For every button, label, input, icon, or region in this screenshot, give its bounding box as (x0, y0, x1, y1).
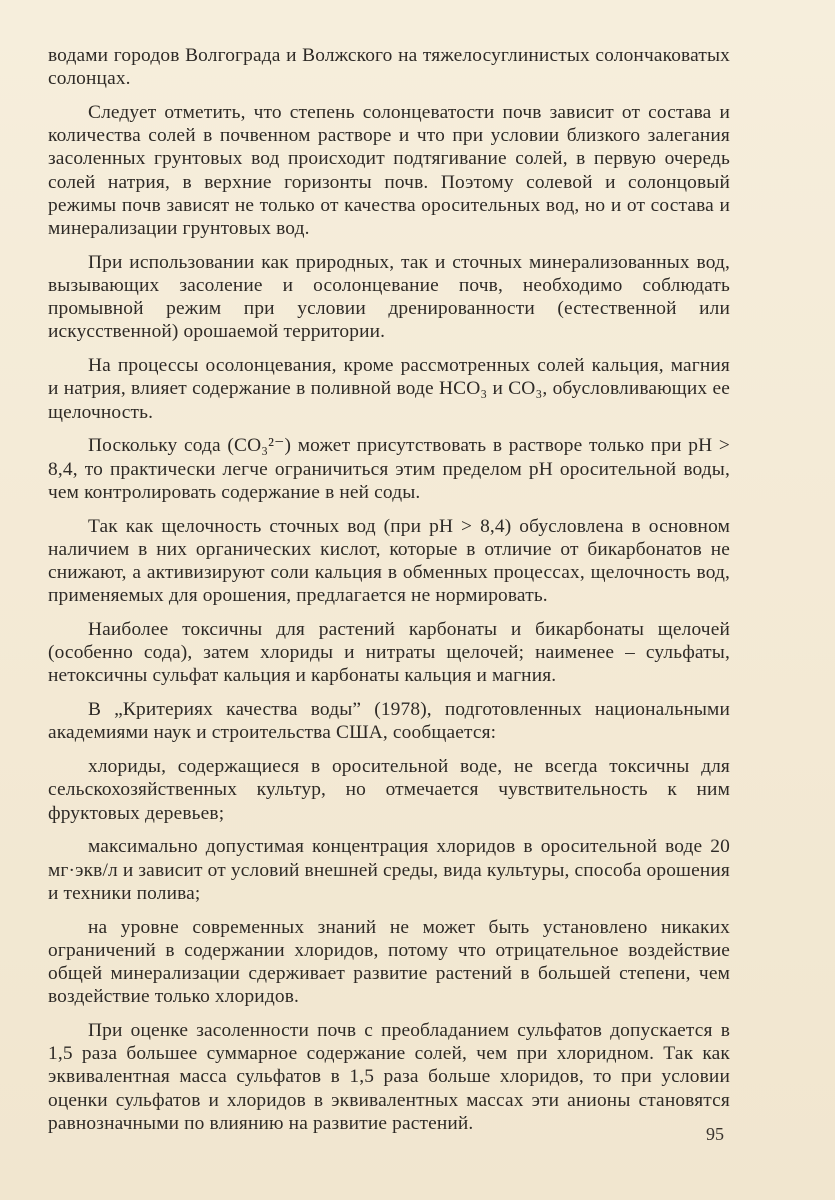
paragraph-10: максимально допустимая концентрация хлоридов в оросительной воде 20 мг·экв/л и зависит от условий внешней среды, вида культуры, способа орошения и техники полива; (48, 836, 730, 904)
body-text (48, 44, 730, 1146)
paragraph-8: В „Критериях качества воды” (1978), подготовленных национальными академиями наук и строительства США, сообщается: (48, 699, 730, 744)
paragraph-12: При оценке засоленности почв с преобладанием сульфатов допускается в 1,5 раза большее суммарное содержание солей, чем при хлоридном. Так как эквивалентная масса сульфатов в 1,5 раза больше хлоридов, то при условии оценки сульфатов и хлоридов в эквивалентных массах эти анионы становятся равнозначными по влиянию на развитие растений. (48, 1020, 730, 1134)
paragraph-5: Поскольку сода (CO₃²⁻) может присутствовать в растворе только при pH > 8,4, то практически легче ограничиться этим пределом pH оросительной воды, чем контролировать содержание в ней соды. (48, 435, 730, 503)
paragraph-1: водами городов Волгограда и Волжского на тяжелосуглинистых солончаковатых солонцах. (48, 45, 730, 90)
paragraph-11: на уровне современных знаний не может быть установлено никаких ограничений в содержании хлоридов, потому что отрицательное воздействие общей минерализации сдерживает развитие растений в большей степени, чем воздействие только хлоридов. (48, 916, 730, 1008)
paragraph-9: хлориды, содержащиеся в оросительной воде, не всегда токсичны для сельскохозяйственных культур, но отмечается чувствительность к ним фруктовых деревьев; (48, 756, 730, 824)
paragraph-3: При использовании как природных, так и сточных минерализованных вод, вызывающих засоление и осолонцевание почв, необходимо соблюдать промывной режим при условии дренированности (естественной или искусственной) орошаемой территории. (48, 251, 730, 343)
paragraph-2: Следует отметить, что степень солонцеватости почв зависит от состава и количества солей в почвенном растворе и что при условии близкого залегания засоленных грунтовых вод происходит подтягивание солей, в первую очередь солей натрия, в верхние горизонты почв. Поэтому солевой и солонцовый режимы почв зависят не только от качества оросительных вод, но и от состава и минерализации грунтовых вод. (48, 102, 730, 240)
paragraph-6: Так как щелочность сточных вод (при pH > 8,4) обусловлена в основном наличием в них органических кислот, которые в отличие от бикарбонатов не снижают, а активизируют соли кальция в обменных процессах, щелочность вод, применяемых для орошения, предлагается не нормировать. (48, 515, 730, 607)
paragraph-4: На процессы осолонцевания, кроме рассмотренных солей кальция, магния и натрия, влияет содержание в поливной воде HCO₃ и CO₃, обусловливающих ее щелочность. (48, 355, 730, 423)
page-number: 95 (706, 1124, 724, 1144)
paragraph-7: Наиболее токсичны для растений карбонаты и бикарбонаты щелочей (особенно сода), затем хлориды и нитраты щелочей; наименее – сульфаты, нетоксичны сульфат кальция и карбонаты кальция и магния. (48, 619, 730, 687)
